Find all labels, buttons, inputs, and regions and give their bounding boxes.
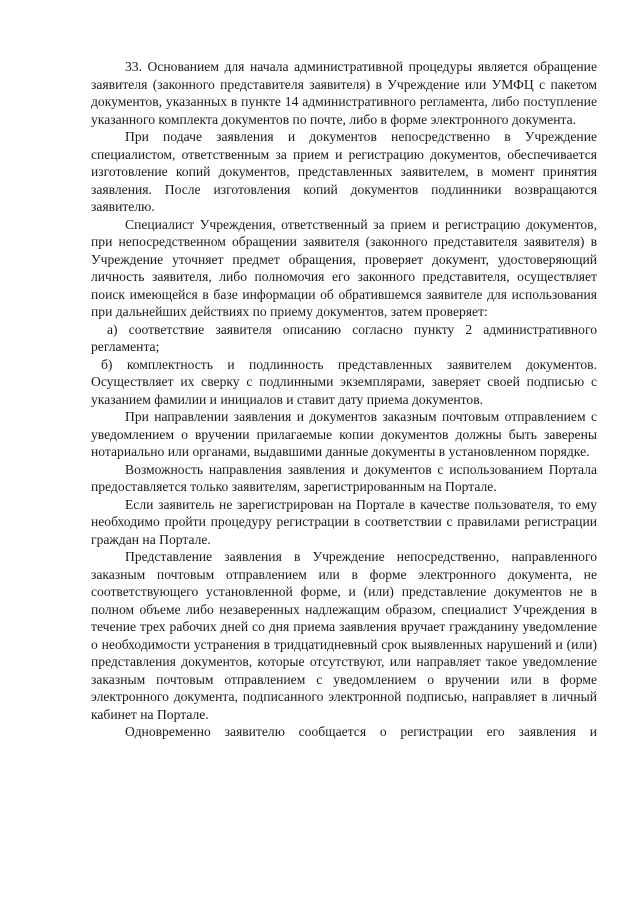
paragraph-registration-notice: Одновременно заявителю сообщается о регистрации его заявления и bbox=[125, 724, 597, 739]
document-page bbox=[91, 58, 597, 741]
paragraph-postal-submission: При направлении заявления и документов заказным почтовым отправлением с уведомлением о вручении прилагаемые копии документов должны быть заверены нотариально или органами, выдавшими данные документы в установленном порядке. bbox=[91, 409, 597, 459]
paragraph-33: 33. Основанием для начала административной процедуры является обращение заявителя (законного представителя заявителя) в Учреждение или УМФЦ с пакетом документов, указанных в пункте 14 административного регламента, либо поступление указанного комплекта документов по почте, либо в форме электронного документа. bbox=[91, 59, 597, 127]
list-item-a: а) соответствие заявителя описанию согласно пункту 2 административного регламента; bbox=[91, 321, 597, 354]
paragraph-portal-registration: Если заявитель не зарегистрирован на Портале в качестве пользователя, то ему необходимо пройти процедуру регистрации в соответствии с правилами регистрации граждан на Портале. bbox=[91, 496, 597, 547]
paragraph-direct-submission: При подаче заявления и документов непосредственно в Учреждение специалистом, ответственным за прием и регистрацию документов, обеспечивается изготовление копий документов, представленных заявителем, в момент принятия заявления. После изготовления копий документов подлинники возвращаются заявителю. bbox=[91, 129, 597, 214]
paragraph-portal-availability: Возможность направления заявления и документов с использованием Портала предоставляется только заявителям, зарегистрированным на Портале. bbox=[91, 461, 597, 494]
paragraph-specialist-check: Специалист Учреждения, ответственный за прием и регистрацию документов, при непосредственном обращении заявителя (законного представителя заявителя) в Учреждение уточняет предмет обращения, проверяет документ, удостоверяющий личность заявителя, либо полномочия его законного представителя, осуществляет поиск имеющейся в базе информации об обратившемся заявителе для использования при дальнейших действиях по приему документов, затем проверяет: bbox=[91, 216, 597, 319]
paragraph-incomplete-documents: Представление заявления в Учреждение непосредственно, направленного заказным почтовым отправлением или в форме электронного документа, не соответствующего установленной форме, и (или) представление документов не в полном объеме либо незаверенных надлежащим образом, специалист Учреждения в течение трех рабочих дней со дня приема заявления вручает гражданину уведомление о необходимости устранения в тридцатидневный срок выявленных нарушений и (или) представления документов, которые отсутствуют, или направляет такое уведомление заказным почтовым отправлением с уведомлением о вручении или в форме электронного документа, подписанного электронной подписью, направляет в личный кабинет на Портале. bbox=[91, 549, 597, 722]
list-item-b: б) комплектность и подлинность представленных заявителем документов. Осуществляет их сверку с подлинными экземплярами, заверяет своей подписью с указанием фамилии и инициалов и ставит дату приема документов. bbox=[91, 356, 597, 407]
